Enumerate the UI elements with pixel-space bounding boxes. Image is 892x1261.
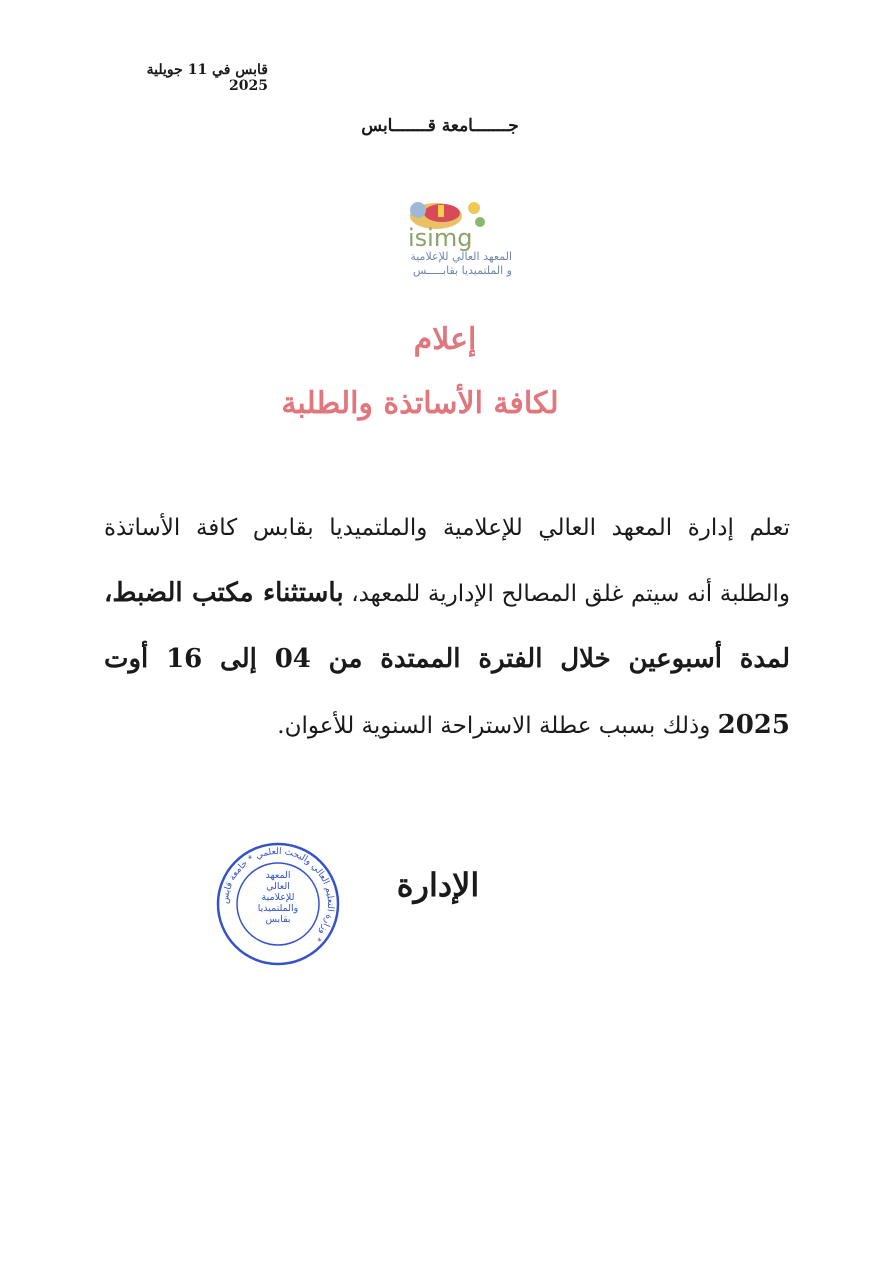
university-name: جـــــــامعة قـــــــابس bbox=[361, 116, 519, 136]
logo-caption bbox=[378, 250, 512, 278]
body-part2: وذلك بسبب عطلة الاستراحة السنوية للأعوان. bbox=[277, 713, 711, 739]
body-part1: تعلم إدارة المعهد العالي للإعلامية والملتميديا بقابس كافة الأساتذة والطلبة أنه سيتم غلق المصالح الإدارية للمعهد، bbox=[104, 515, 791, 607]
notice-title: إعلام bbox=[413, 322, 477, 357]
logo-wordmark: isimg bbox=[408, 224, 473, 252]
stamp-inner-text bbox=[245, 870, 311, 925]
signature: الإدارة bbox=[396, 866, 480, 904]
logo-caption-line1: المعهد العالي للإعلامية bbox=[410, 250, 512, 263]
stamp-line2: العالي bbox=[266, 881, 290, 892]
logo-caption-line2: و الملتميديا بقابـــــس bbox=[412, 264, 512, 277]
notice-body bbox=[104, 496, 790, 759]
stamp-line1: المعهد bbox=[265, 870, 291, 881]
stamp-line3: للإعلامية bbox=[261, 892, 295, 903]
document-date: قابس في 11 جويلية 2025 bbox=[146, 62, 268, 94]
body-bold-part: باستثناء مكتب الضبط، لمدة أسبوعين خلال الفترة الممتدة من 04 إلى 16 أوت 2025 bbox=[104, 578, 790, 740]
stamp-ring-text: وزارة التعليم العالي والبحث العلمي * جامعة قابس * bbox=[220, 846, 336, 943]
stamp-line4: والملتميديا bbox=[257, 903, 299, 914]
stamp-line5: بقابس bbox=[265, 914, 291, 925]
notice-subtitle: لكافة الأساتذة والطلبة bbox=[281, 386, 559, 421]
